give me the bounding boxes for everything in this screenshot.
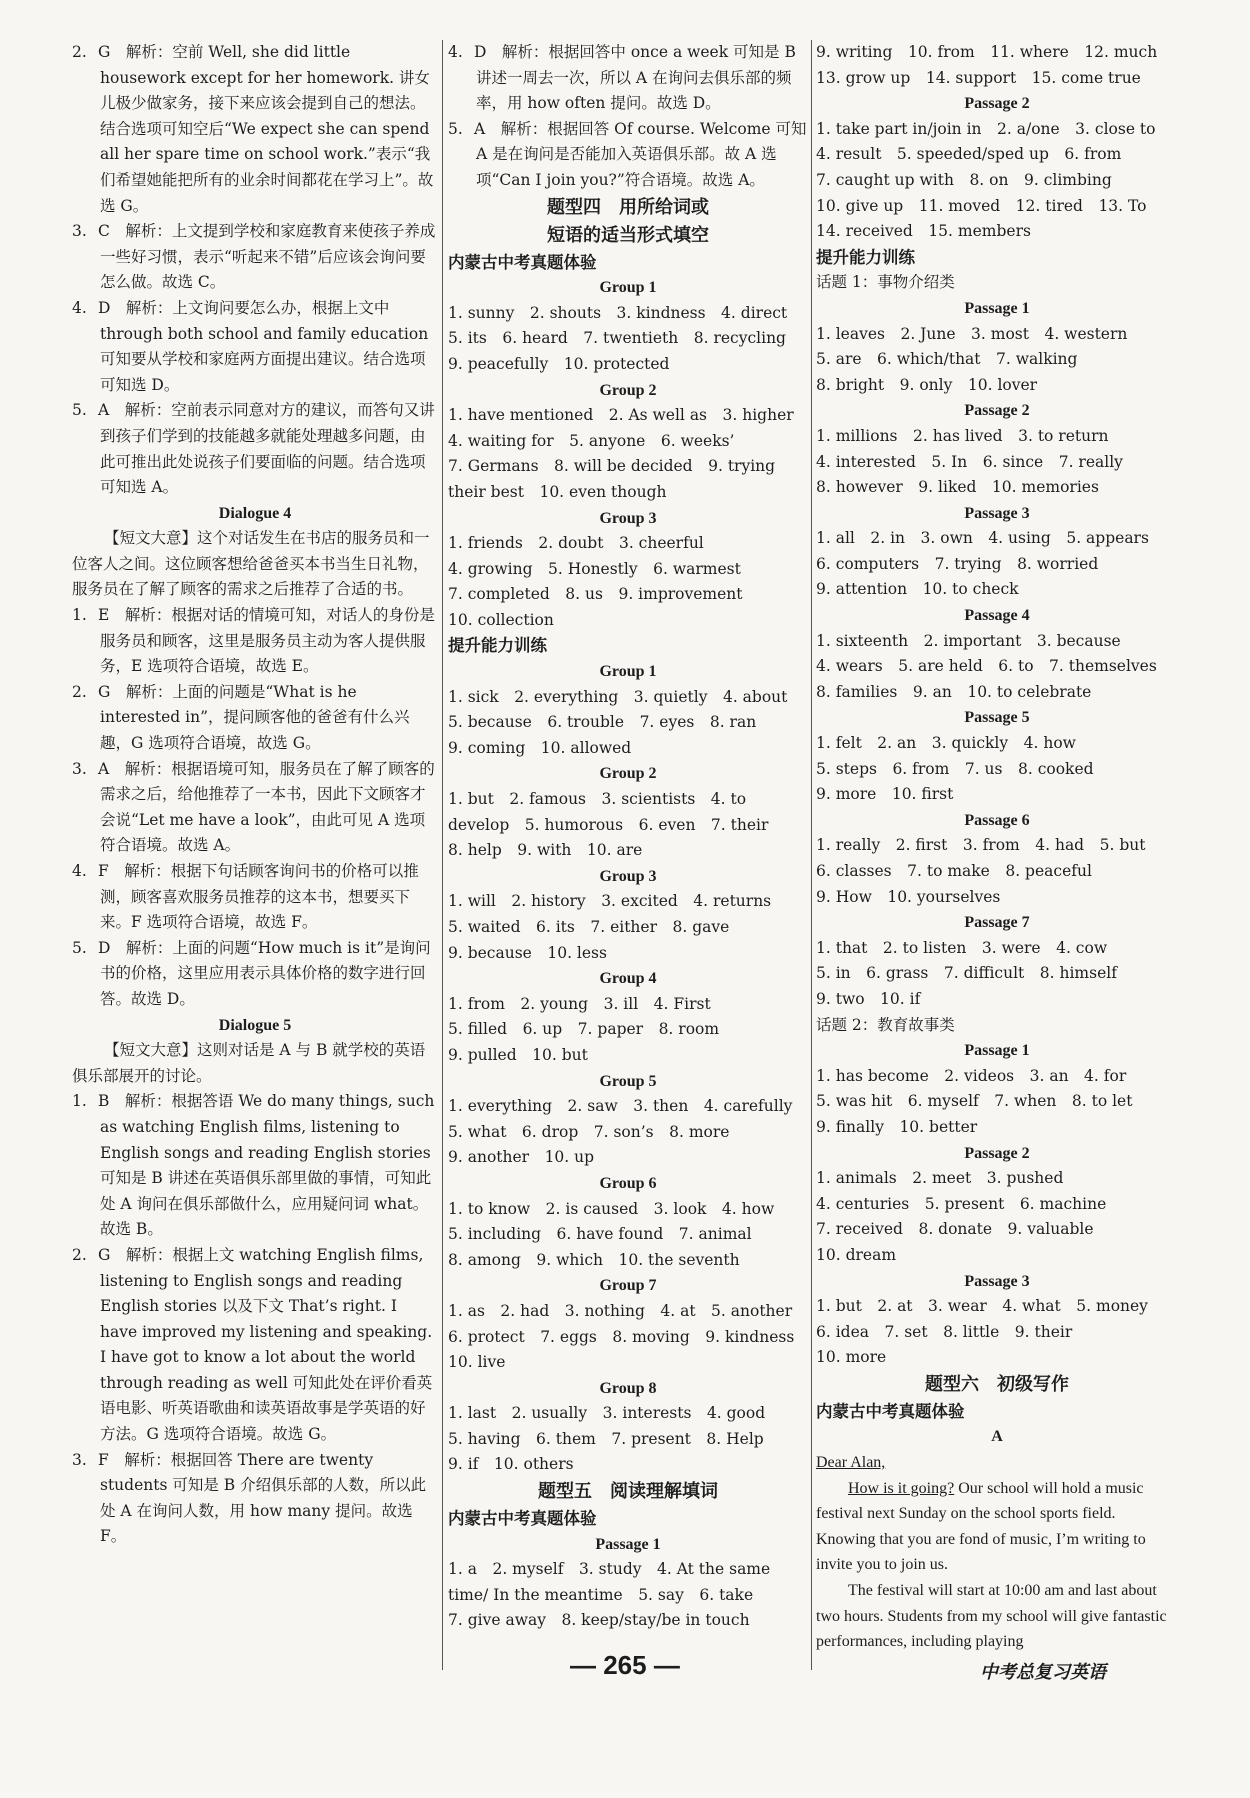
answer-row: 1. really 2. first 3. from 4. had 5. but [816, 836, 1146, 855]
answer-row: 10. collection [448, 610, 554, 629]
subsection-heading: Passage 2 [964, 402, 1030, 420]
column-left [72, 40, 438, 1550]
answer-row: 7. completed 8. us 9. improvement [448, 585, 743, 604]
answer-row: 6. idea 7. set 8. little 9. their [816, 1322, 1073, 1341]
answer-row: 8. help 9. with 10. are [448, 841, 643, 860]
answer-row: 9. coming 10. allowed [448, 738, 632, 757]
section-heading: 内蒙古中考真题体验 [448, 1509, 597, 1529]
item-number: 2. [72, 43, 87, 61]
answer-row: 5. filled 6. up 7. paper 8. room [448, 1020, 720, 1039]
answer-row: 5. steps 6. from 7. us 8. cooked [816, 759, 1094, 778]
subsection-heading: Group 1 [599, 279, 657, 297]
answer-row: 5. having 6. them 7. present 8. Help [448, 1429, 764, 1448]
answer-row: 7. Germans 8. will be decided 9. trying [448, 457, 776, 476]
item-text: G 解析：上面的问题是“What is he interested in”，提问顾客他的爸爸有什么兴趣，G 选项符合语境，故选 G。 [98, 682, 410, 753]
answer-row: 1. leaves 2. June 3. most 4. western [816, 324, 1128, 343]
item-number: 3. [72, 759, 87, 778]
answer-item [72, 40, 438, 219]
answer-row: 9. peacefully 10. protected [448, 354, 670, 373]
item-text: B 解析：根据答语 We do many things, such as watching English films, listening to English songs and reading English stories 可知是 B 讲述在英语俱乐部里做的事情，可知此处 A 询问在俱乐部做什么，应用疑问词 what。故选 B。 [98, 1092, 435, 1239]
section-heading: 提升能力训练 [816, 247, 915, 267]
answer-item [448, 117, 808, 194]
subsection-heading: Dialogue 5 [218, 1016, 292, 1034]
underlined-phrase: How is it going? [848, 1479, 955, 1497]
item-number: 4. [448, 43, 463, 61]
subsection-heading: Passage 2 [964, 95, 1030, 113]
answer-row: 1. to know 2. is caused 3. look 4. how [448, 1199, 775, 1218]
answer-row: 9. another 10. up [448, 1148, 595, 1167]
item-number: 5. [72, 938, 87, 957]
subsection-heading: Passage 5 [964, 709, 1030, 727]
answer-row: 1. will 2. history 3. excited 4. returns [448, 892, 772, 911]
answer-row: 1. all 2. in 3. own 4. using 5. appears [816, 529, 1149, 548]
subsection-heading: Group 1 [599, 663, 657, 681]
section-title: 题型六 初级写作 [925, 1373, 1069, 1395]
item-text: G 解析：空前 Well, she did little housework except for her homework. 讲女儿极少做家务，接下来应该会提到自己的想法。结合选项可知空后“We expect she can spend all her spare time on school work.”表示“我们希望她能把所有的业余时间都花在学习上”。故选 G。 [98, 43, 434, 215]
subsection-heading: Passage 7 [964, 914, 1030, 932]
section-title: 短语的适当形式填空 [547, 224, 709, 246]
section-heading: 内蒙古中考真题体验 [816, 1401, 965, 1421]
subsection-heading: Group 3 [599, 867, 657, 885]
item-text: D 解析：上面的问题“How much is it”是询问书的价格，这里应用表示具体价格的数字进行回答。故选 D。 [98, 938, 431, 1008]
answer-row: 1. have mentioned 2. As well as 3. higher [448, 406, 794, 425]
subsection-heading: Group 3 [599, 509, 657, 527]
item-number: 5. [448, 119, 463, 138]
answer-item [448, 40, 808, 117]
subsection-heading: Group 5 [599, 1072, 657, 1090]
item-number: 3. [72, 222, 87, 241]
answer-row: 1. a 2. myself 3. study 4. At the same [448, 1560, 771, 1579]
subsection-heading: Dialogue 4 [218, 504, 292, 522]
brand-logo: 中考总复习英语 [980, 1662, 1106, 1683]
answer-row: 9. two 10. if [816, 989, 921, 1008]
item-text: C 解析：上文提到学校和家庭教育来使孩子养成一些好习惯，表示“听起来不错”后应该会询问要怎么做。故选 C。 [98, 222, 436, 292]
answer-item [72, 603, 438, 680]
answer-row: 1. take part in/join in 2. a/one 3. close to [816, 119, 1156, 138]
column-divider-1 [442, 40, 443, 1670]
answer-row: 1. but 2. famous 3. scientists 4. to [448, 790, 747, 809]
item-text: E 解析：根据对话的情境可知，对话人的身份是服务员和顾客，这里是服务员主动为客人提供服务，E 选项符合语境，故选 E。 [98, 606, 435, 676]
answer-row: 4. result 5. speeded/sped up 6. from [816, 145, 1122, 164]
summary-paragraph: 【短文大意】这则对话是 A 与 B 就学校的英语俱乐部展开的讨论。 [72, 1041, 426, 1085]
column-right [816, 40, 1178, 1655]
answer-row: 8. among 9. which 10. the seventh [448, 1250, 740, 1269]
answer-row: 7. received 8. donate 9. valuable [816, 1220, 1094, 1239]
answer-item [72, 398, 438, 500]
answer-row: 5. was hit 6. myself 7. when 8. to let [816, 1092, 1133, 1111]
answer-row: 4. waiting for 5. anyone 6. weeks’ [448, 431, 735, 450]
subsection-heading: Group 6 [599, 1174, 657, 1192]
answer-row: 9. writing 10. from 11. where 12. much [816, 43, 1158, 61]
item-text: A 解析：根据回答 Of course. Welcome 可知 A 是在询问是否能加入英语俱乐部。故 A 选项“Can I join you?”符合语境。故选 A。 [474, 119, 807, 189]
letter-paragraph [816, 1578, 1178, 1655]
answer-item [72, 936, 438, 1013]
page-number: — 265 — [570, 1650, 680, 1680]
answer-row: 4. centuries 5. present 6. machine [816, 1194, 1107, 1213]
answer-row: 1. millions 2. has lived 3. to return [816, 426, 1109, 445]
subsection-heading: Group 4 [599, 970, 657, 988]
answer-item [72, 680, 438, 757]
answer-row: 8. bright 9. only 10. lover [816, 375, 1038, 394]
column-middle [448, 40, 808, 1634]
summary-paragraph: 【短文大意】这个对话发生在书店的服务员和一位客人之间。这位顾客想给爸爸买本书当生日礼物，服务员在了解了顾客的需求之后推荐了合适的书。 [72, 529, 430, 599]
answer-row: 5. are 6. which/that 7. walking [816, 350, 1078, 369]
subsection-heading: Passage 3 [964, 504, 1030, 522]
item-text: A 解析：空前表示同意对方的建议，而答句又讲到孩子们学到的技能越多就能处理越多问题，由此可推出此处说孩子们要面临的问题。结合选项可知选 A。 [98, 401, 435, 497]
answer-row: develop 5. humorous 6. even 7. their [448, 815, 769, 834]
subsection-heading: Group 8 [599, 1379, 657, 1397]
item-text: D 解析：上文询问要怎么办，根据上文中 through both school and family education 可知要从学校和家庭两方面提出建议。结合选项可知选 D。 [98, 298, 429, 394]
answer-row: 1. sunny 2. shouts 3. kindness 4. direct [448, 303, 788, 322]
letter-paragraph [816, 1476, 1178, 1578]
answer-row: 1. from 2. young 3. ill 4. First [448, 994, 711, 1013]
answer-item [72, 1243, 438, 1448]
answer-row: 4. growing 5. Honestly 6. warmest [448, 559, 741, 578]
answer-row: 10. dream [816, 1245, 897, 1264]
section-heading: 提升能力训练 [448, 636, 547, 656]
item-number: 2. [72, 1245, 87, 1264]
answer-item [72, 757, 438, 859]
answer-row: 5. its 6. heard 7. twentieth 8. recycling [448, 329, 786, 348]
section-title: 题型五 阅读理解填词 [538, 1481, 718, 1503]
subsection-heading: Group 7 [599, 1277, 657, 1295]
answer-item [72, 859, 438, 936]
topic-label: 话题 2：教育故事类 [816, 1015, 955, 1034]
item-number: 1. [72, 606, 87, 625]
item-number: 2. [72, 682, 87, 701]
section-title: 题型四 用所给词或 [547, 196, 709, 218]
answer-row: 7. caught up with 8. on 9. climbing [816, 170, 1112, 189]
item-text: G 解析：根据上文 watching English films, listening to English songs and reading English stories 以及下文 That’s right. I have improved my listening and speaking. I have got to know a lot about the world through reading as well 可知此处在评价看英语电影、听英语歌曲和读英语故事是学英语的好方法。G 选项符合语境。故选 G。 [98, 1245, 433, 1444]
answer-row: 1. has become 2. videos 3. an 4. for [816, 1066, 1127, 1085]
item-number: 1. [72, 1092, 87, 1111]
answer-row: their best 10. even though [448, 482, 667, 501]
subsection-heading: Passage 1 [595, 1535, 661, 1553]
answer-row: 10. live [448, 1353, 506, 1372]
answer-row: 5. what 6. drop 7. son’s 8. more [448, 1122, 730, 1141]
answer-row: 10. give up 11. moved 12. tired 13. To [816, 196, 1147, 215]
item-text: D 解析：根据回答中 once a week 可知是 B 讲述一周去一次，所以 A 在询问去俱乐部的频率，用 how often 提问。故选 D。 [474, 43, 796, 113]
item-text: A 解析：根据语境可知，服务员在了解了顾客的需求之后，给他推荐了一本书，因此下文顾客才会说“Let me have a look”，由此可见 A 选项符合语境。故选 A。 [98, 759, 435, 855]
answer-row: 1. sick 2. everything 3. quietly 4. about [448, 687, 788, 706]
subsection-heading: Passage 2 [964, 1144, 1030, 1162]
answer-row: 13. grow up 14. support 15. come true [816, 68, 1141, 87]
page-footer [0, 1650, 1250, 1710]
answer-row: 5. because 6. trouble 7. eyes 8. ran [448, 713, 757, 732]
answer-row: 1. but 2. at 3. wear 4. what 5. money [816, 1297, 1148, 1316]
answer-row: 9. because 10. less [448, 943, 607, 962]
answer-row: 4. interested 5. In 6. since 7. really [816, 452, 1123, 471]
item-number: 3. [72, 1450, 87, 1469]
answer-item [72, 296, 438, 398]
answer-row: 5. in 6. grass 7. difficult 8. himself [816, 964, 1117, 983]
answer-row: 5. waited 6. its 7. either 8. gave [448, 918, 730, 936]
item-number: 4. [72, 862, 87, 880]
answer-row: 10. more [816, 1348, 887, 1367]
answer-item [72, 1448, 438, 1550]
answer-row: 9. How 10. yourselves [816, 887, 1001, 906]
answer-item [72, 1089, 438, 1243]
subsection-heading: Passage 1 [964, 1042, 1030, 1060]
answer-row: 1. that 2. to listen 3. were 4. cow [816, 938, 1108, 957]
letter-text: The festival will start at 10:00 am and last about two hours. Students from my school will give fantastic performances, including playing [816, 1582, 1167, 1651]
answer-row: 1. animals 2. meet 3. pushed [816, 1169, 1064, 1188]
answer-row: 6. protect 7. eggs 8. moving 9. kindness [448, 1327, 795, 1346]
subsection-heading: Group 2 [599, 765, 657, 783]
subsection-heading: Passage 6 [964, 811, 1030, 829]
answer-row: 9. finally 10. better [816, 1117, 978, 1136]
column-divider-2 [811, 40, 812, 1670]
subsection-heading: Group 2 [599, 381, 657, 399]
answer-row: 1. as 2. had 3. nothing 4. at 5. another [448, 1301, 793, 1320]
letter-greeting: Dear Alan, [816, 1454, 886, 1472]
answer-row: 14. received 15. members [816, 222, 1031, 241]
section-heading: 内蒙古中考真题体验 [448, 252, 597, 272]
subsection-heading: Passage 1 [964, 299, 1030, 317]
answer-row: 1. last 2. usually 3. interests 4. good [448, 1404, 766, 1423]
topic-label: 话题 1：事物介绍类 [816, 273, 955, 292]
answer-row: 9. pulled 10. but [448, 1045, 588, 1064]
answer-row: 1. friends 2. doubt 3. cheerful [448, 534, 704, 553]
item-number: 5. [72, 401, 87, 420]
answer-row: 8. families 9. an 10. to celebrate [816, 682, 1092, 701]
item-text: F 解析：根据回答 There are twenty students 可知是 B 介绍俱乐部的人数，所以此处 A 在询问人数，用 how many 提问。故选 F。 [98, 1450, 427, 1546]
answer-row: 9. attention 10. to check [816, 580, 1019, 599]
item-text: F 解析：根据下句话顾客询问书的价格可以推测，顾客喜欢服务员推荐的这本书，想要买下来。F 选项符合语境，故选 F。 [98, 862, 419, 932]
letter-text: Our school will hold a music festival next Sunday on the school sports field. Knowing that you are fond of music, I’m writing to invite you to join us. [816, 1479, 1146, 1574]
answer-item [72, 219, 438, 296]
subsection-heading: Passage 3 [964, 1272, 1030, 1290]
answer-row: 9. more 10. first [816, 785, 954, 804]
subsection-heading: A [991, 1428, 1003, 1446]
answer-row: time/ In the meantime 5. say 6. take [448, 1585, 754, 1604]
answer-row: 1. sixteenth 2. important 3. because [816, 631, 1121, 650]
answer-row: 8. however 9. liked 10. memories [816, 478, 1099, 497]
subsection-heading: Passage 4 [964, 607, 1030, 625]
answer-row: 9. if 10. others [448, 1455, 574, 1474]
answer-row: 6. computers 7. trying 8. worried [816, 554, 1099, 573]
answer-row: 7. give away 8. keep/stay/be in touch [448, 1611, 750, 1630]
answer-row: 4. wears 5. are held 6. to 7. themselves [816, 657, 1157, 676]
item-number: 4. [72, 298, 87, 317]
answer-row: 1. everything 2. saw 3. then 4. carefully [448, 1097, 793, 1116]
answer-row: 5. including 6. have found 7. animal [448, 1225, 752, 1244]
answer-row: 1. felt 2. an 3. quickly 4. how [816, 734, 1076, 753]
answer-row: 6. classes 7. to make 8. peaceful [816, 862, 1092, 880]
